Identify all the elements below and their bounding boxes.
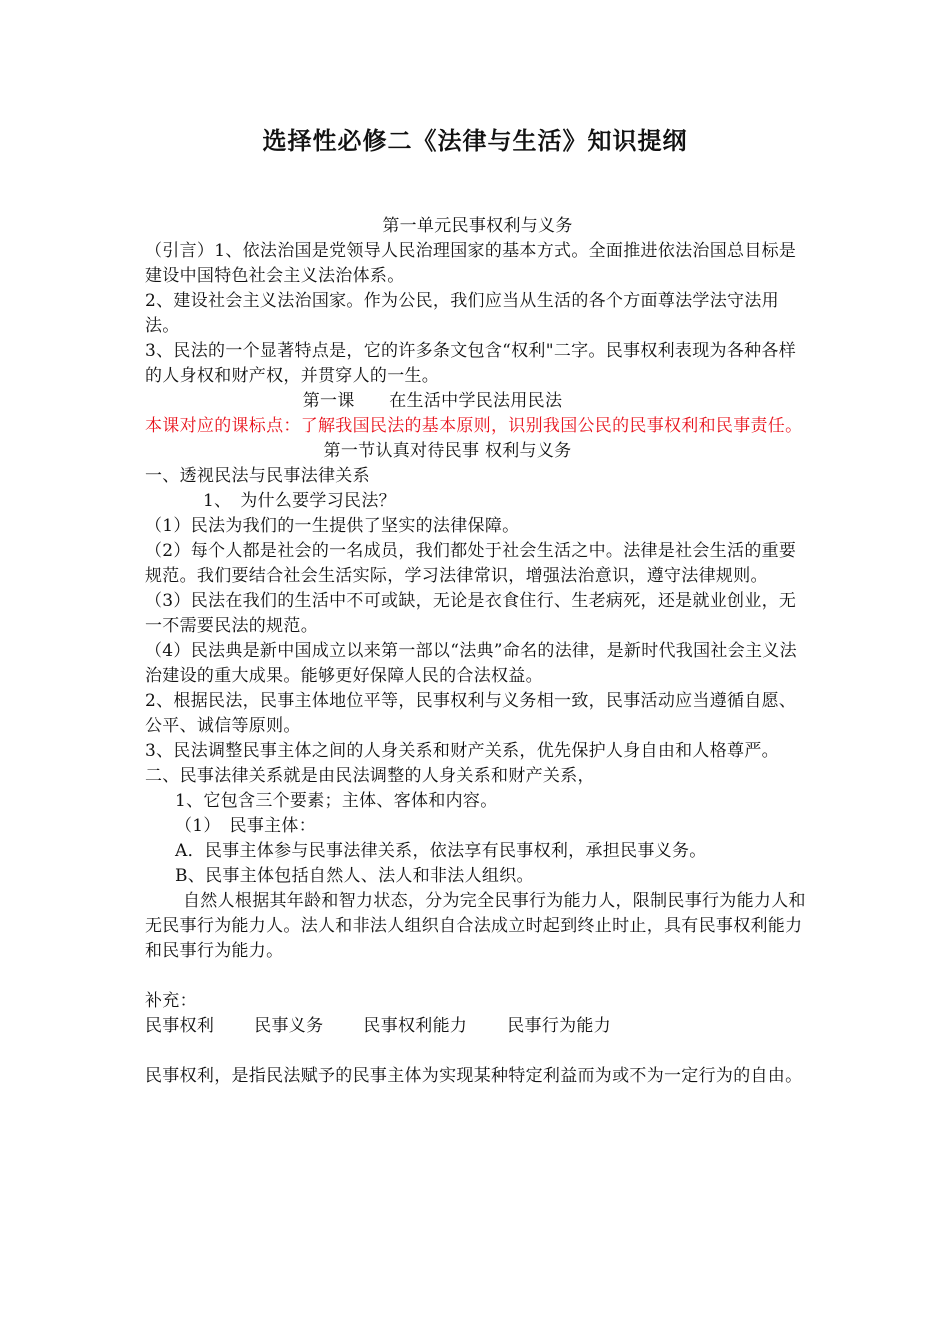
term-civil-conduct-capacity: 民事行为能力: [507, 1016, 612, 1036]
supplement-terms: [145, 1014, 810, 1039]
curriculum-standard-note: 本课对应的课标点：了解我国民法的基本原则，识别我国公民的民事权利和民事责任。: [145, 416, 803, 436]
natural-person-text: 自然人根据其年龄和智力状态，分为完全民事行为能力人，限制民事行为能力人和无民事行为能力人。法人和非法人组织自合法成立时起到终止时止，具有民事权利能力和民事行为能力。: [145, 891, 806, 961]
part1-question: 1、 为什么要学习民法？: [203, 491, 396, 511]
intro-paragraph-3: 3、民法的一个显著特点是，它的许多条文包含“权利"二字。民事权利表现为各种各样的人身权和财产权，并贯穿人的一生。: [145, 341, 797, 386]
intro-paragraph-2: 2、建设社会主义法治国家。作为公民，我们应当从生活的各个方面尊法学法守法用法。: [145, 291, 779, 336]
part2-elements: 1、它包含三个要素；主体、客体和内容。: [175, 791, 498, 811]
supplement-label: 补充：: [145, 991, 197, 1011]
spacer: [145, 964, 810, 989]
term-civil-rights: 民事权利: [145, 1016, 215, 1036]
part2-heading: 二、民事法律关系就是由民法调整的人身关系和财产关系，: [145, 766, 595, 786]
section-heading: 第一节认真对待民事 权利与义务: [323, 441, 572, 461]
part2-point-a: A．民事主体参与民事法律关系，依法享有民事权利，承担民事义务。: [175, 841, 707, 861]
part2-natural-person: [145, 889, 810, 964]
document-title: 选择性必修二《法律与生活》知识提纲: [262, 126, 688, 155]
term-civil-obligations: 民事义务: [254, 1016, 324, 1036]
spacer: [145, 1039, 810, 1064]
part2-point-b: B、民事主体包括自然人、法人和非法人组织。: [175, 866, 534, 886]
unit-heading: 第一单元民事权利与义务: [382, 216, 573, 236]
part1-item-4: （4）民法典是新中国成立以来第一部以“法典”命名的法律，是新时代我国社会主义法治建设的重大成果。能够更好保障人民的合法权益。: [145, 641, 797, 686]
term-civil-rights-capacity: 民事权利能力: [363, 1016, 468, 1036]
part1-item-2: （2）每个人都是社会的一名成员，我们都处于社会生活之中。法律是社会生活的重要规范。我们要结合社会生活实际，学习法律常识，增强法治意识，遵守法律规则。: [145, 541, 797, 586]
intro-paragraph-1: （引言）1、依法治国是党领导人民治理国家的基本方式。全面推进依法治国总目标是建设中国特色社会主义法治体系。: [145, 241, 797, 286]
part2-subject-heading: （1） 民事主体：: [175, 816, 317, 836]
part1-item-3: （3）民法在我们的生活中不可或缺，无论是衣食住行、生老病死，还是就业创业，无一不需要民法的规范。: [145, 591, 797, 636]
document-body: [145, 214, 810, 1089]
part1-paragraph-2: 2、根据民法，民事主体地位平等，民事权利与义务相一致，民事活动应当遵循自愿、公平、诚信等原则。: [145, 691, 797, 736]
part1-paragraph-3: 3、民法调整民事主体之间的人身关系和财产关系，优先保护人身自由和人格尊严。: [145, 741, 779, 761]
lesson-heading: 第一课 在生活中学民法用民法: [302, 391, 563, 411]
part1-heading: 一、透视民法与民事法律关系: [145, 466, 370, 486]
supplement-definition: 民事权利，是指民法赋予的民事主体为实现某种特定利益而为或不为一定行为的自由。: [145, 1066, 803, 1086]
part1-item-1: （1）民法为我们的一生提供了坚实的法律保障。: [145, 516, 520, 536]
